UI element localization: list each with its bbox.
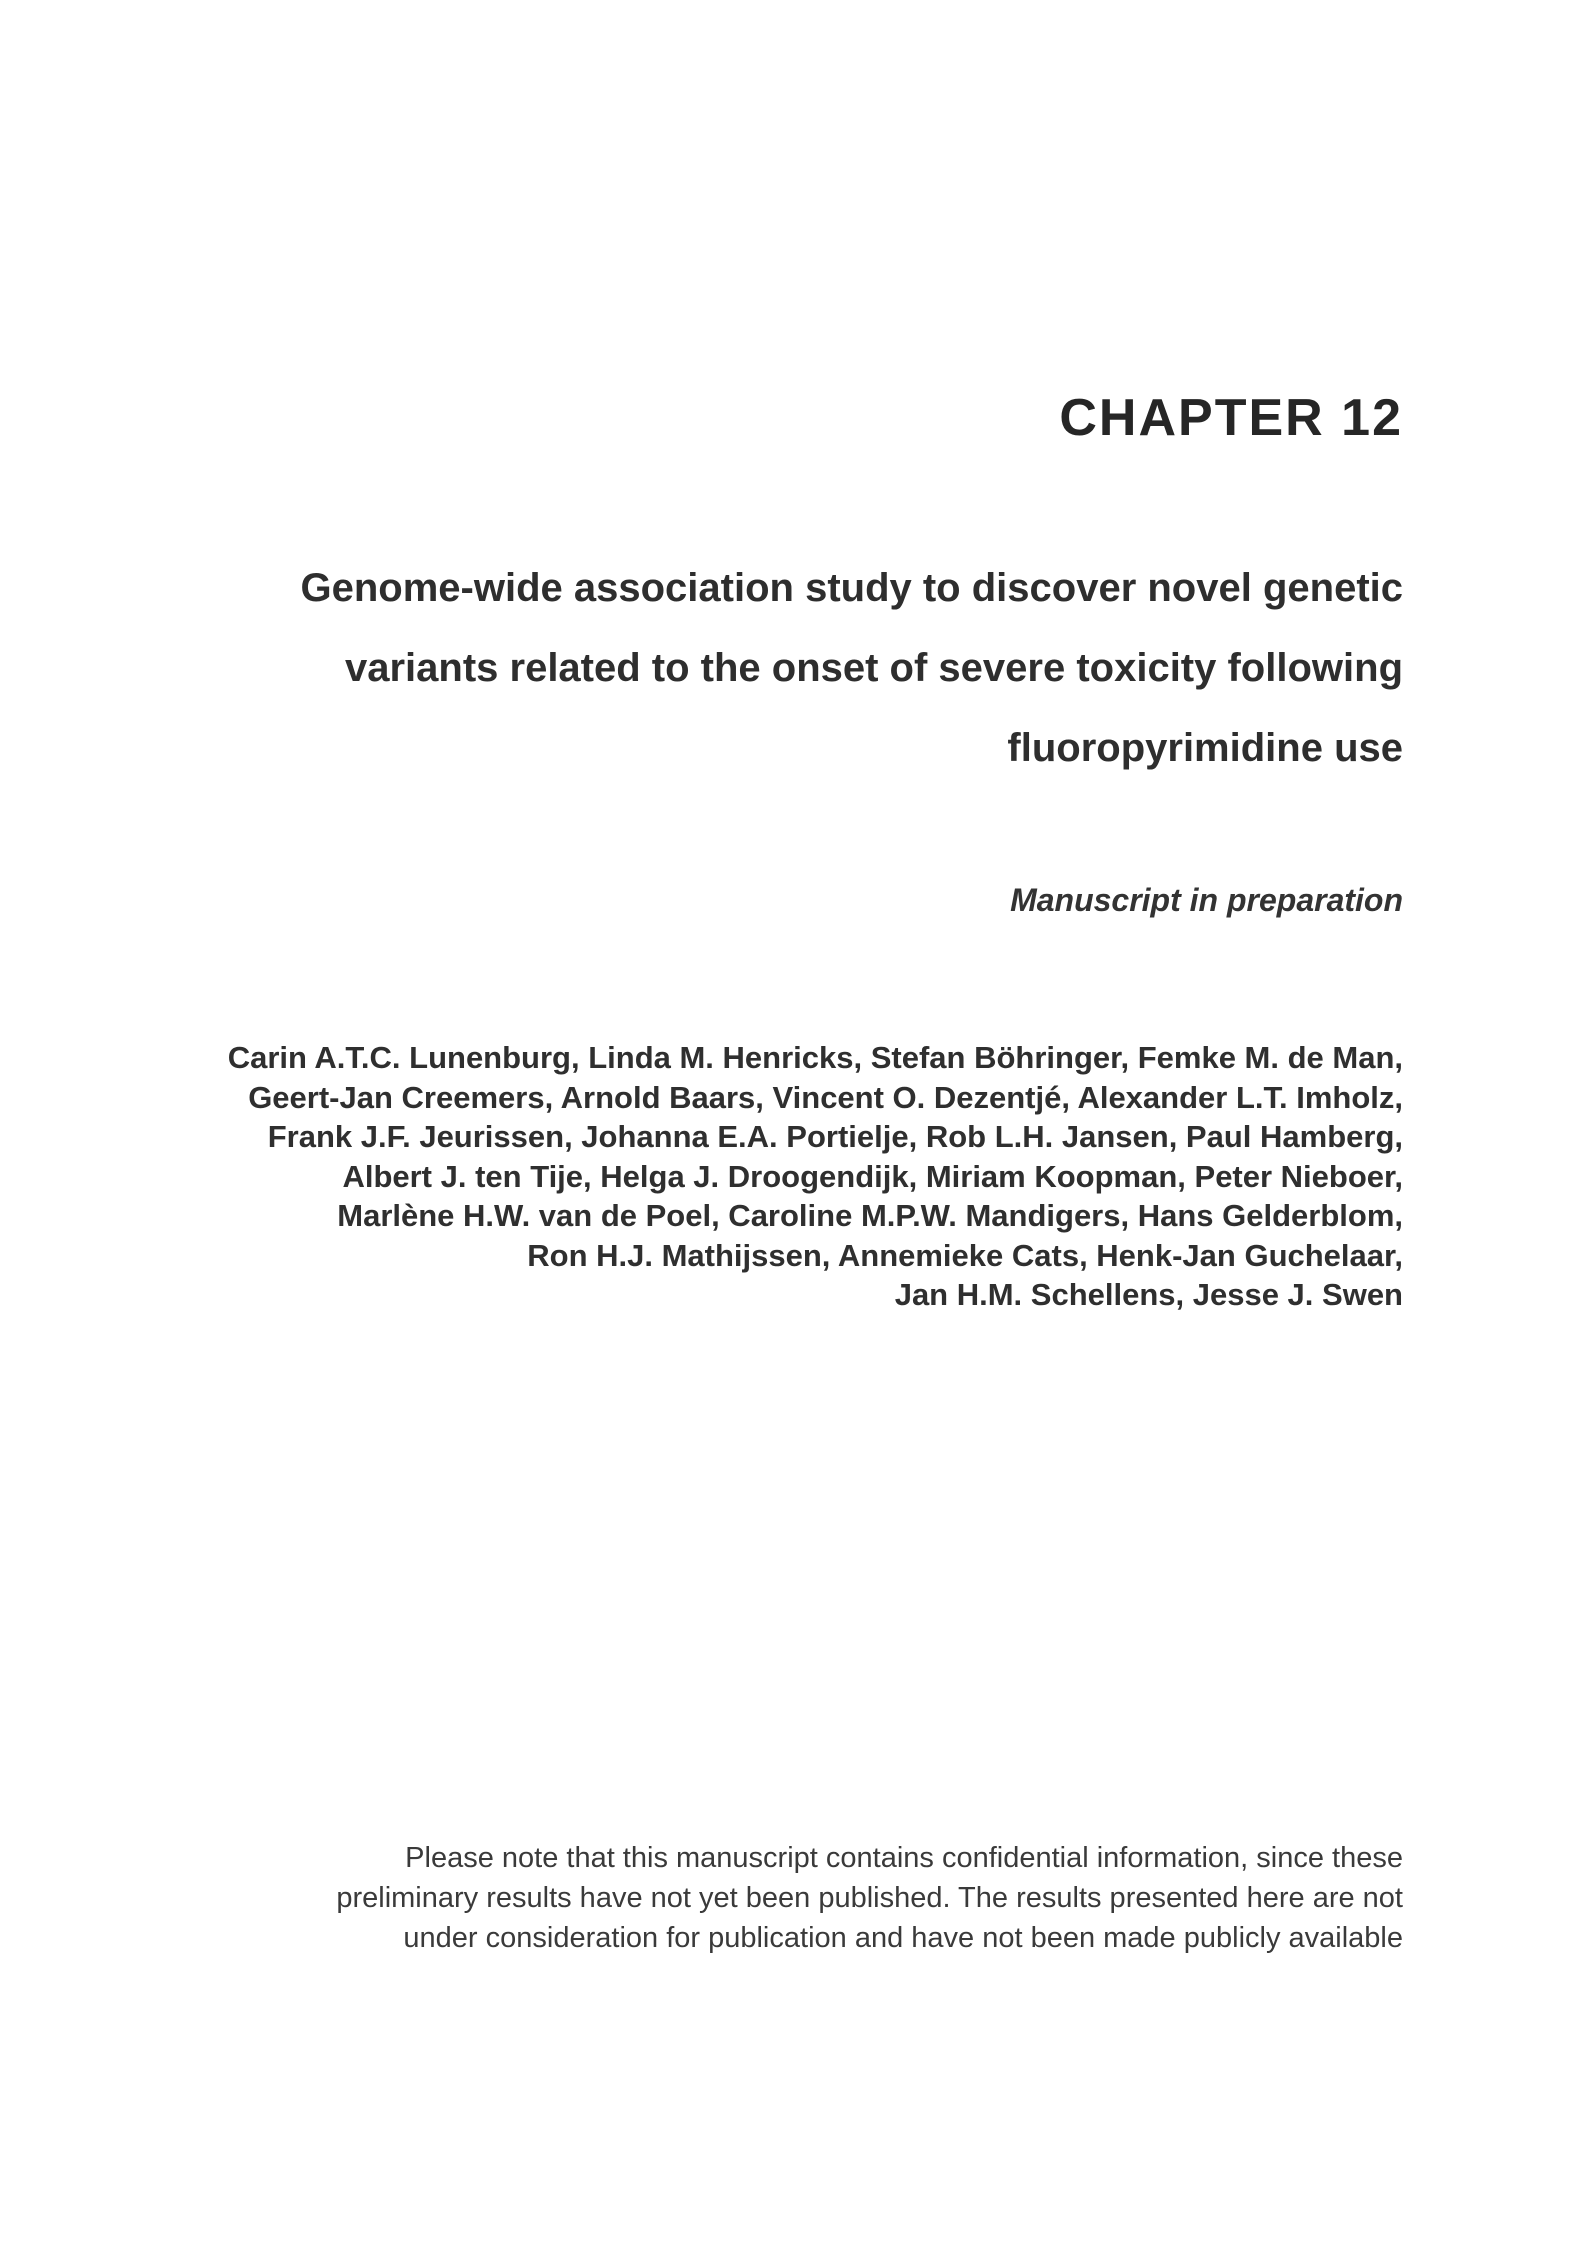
title-line: variants related to the onset of severe toxicity following <box>344 646 1403 690</box>
author-line: Geert-Jan Creemers, Arnold Baars, Vincent O. Dezentjé, Alexander L.T. Imholz, <box>248 1079 1403 1115</box>
author-line: Ron H.J. Mathijssen, Annemieke Cats, Henk-Jan Guchelaar, <box>527 1237 1403 1273</box>
author-list <box>153 1038 1403 1315</box>
note-line: Please note that this manuscript contains confidential information, since these <box>405 1842 1403 1874</box>
author-line: Frank J.F. Jeurissen, Johanna E.A. Portielje, Rob L.H. Jansen, Paul Hamberg, <box>267 1119 1403 1154</box>
title-line: Genome-wide association study to discover novel genetic <box>300 566 1403 610</box>
author-line: Jan H.M. Schellens, Jesse J. Swen <box>894 1277 1403 1312</box>
confidentiality-note <box>153 1838 1403 1958</box>
note-line: preliminary results have not yet been published. The results presented here are not <box>336 1882 1403 1914</box>
chapter-title <box>253 548 1403 788</box>
manuscript-status: Manuscript in preparation <box>1010 882 1403 918</box>
note-line: under consideration for publication and have not been made publicly available <box>403 1922 1403 1954</box>
author-line: Albert J. ten Tije, Helga J. Droogendijk, Miriam Koopman, Peter Nieboer, <box>342 1158 1403 1194</box>
author-line: Carin A.T.C. Lunenburg, Linda M. Henricks, Stefan Böhringer, Femke M. de Man, <box>227 1040 1403 1075</box>
chapter-heading: CHAPTER 12 <box>1059 389 1403 447</box>
title-line: fluoropyrimidine use <box>1007 726 1403 770</box>
author-line: Marlène H.W. van de Poel, Caroline M.P.W. Mandigers, Hans Gelderblom, <box>337 1198 1403 1233</box>
